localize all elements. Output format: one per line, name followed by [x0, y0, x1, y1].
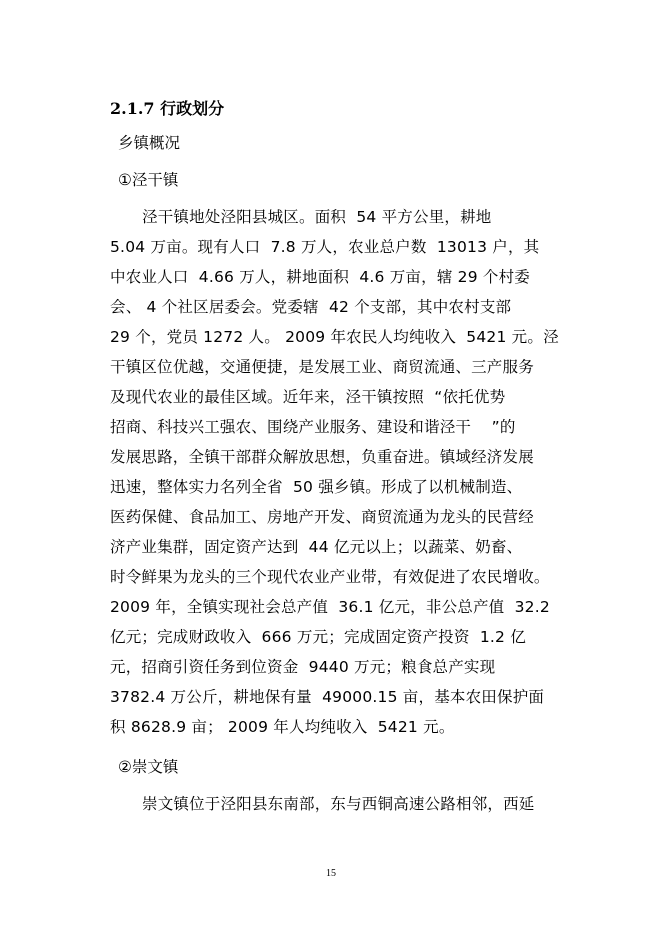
town2-title: ②崇文镇 [118, 758, 179, 776]
town1-line: 医药保健、食品加工、房地产开发、商贸流通为龙头的民营经 [110, 508, 534, 526]
town1-line: 迅速，整体实力名列全省 50 强乡镇。形成了以机械制造、 [110, 478, 523, 496]
town1-line: 元，招商引资任务到位资金 9440 万元；粮食总产实现 [110, 658, 496, 676]
town1-line: 及现代农业的最佳区域。近年来，泾干镇按照 “依托优势 [110, 388, 506, 406]
town1-line: 5.04 万亩。现有人口 7.8 万人，农业总户数 13013 户，其 [110, 238, 540, 256]
town1-title: ①泾干镇 [118, 171, 179, 189]
town1-line: 时令鲜果为龙头的三个现代农业产业带，有效促进了农民增收。 [110, 568, 550, 586]
page-number: 15 [326, 868, 336, 879]
town1-line: 29 个，党员 1272 人。 2009 年农民人均纯收入 5421 元。泾 [110, 328, 559, 346]
subsection-title: 乡镇概况 [118, 134, 181, 152]
town1-line: 干镇区位优越，交通便捷，是发展工业、商贸流通、三产服务 [110, 358, 534, 376]
town2-line: 崇文镇位于泾阳县东南部，东与西铜高速公路相邻，西延 [142, 795, 535, 813]
town1-line: 济产业集群，固定资产达到 44 亿元以上；以蔬菜、奶畜、 [110, 538, 523, 556]
town1-line: 招商、科技兴工强农、围绕产业服务、建设和谐泾干 ”的 [110, 418, 516, 436]
town1-line: 亿元；完成财政收入 666 万元；完成固定资产投资 1.2 亿 [110, 628, 526, 646]
section-heading: 2.1.7 行政划分 [110, 99, 225, 118]
town1-line: 泾干镇地处泾阳县城区。面积 54 平方公里，耕地 [142, 208, 492, 226]
town1-line: 3782.4 万公斤，耕地保有量 49000.15 亩，基本农田保护面 [110, 688, 545, 706]
town1-line: 发展思路，全镇干部群众解放思想，负重奋进。镇域经济发展 [110, 448, 534, 466]
town1-line: 中农业人口 4.66 万人，耕地面积 4.6 万亩，辖 29 个村委 [110, 268, 531, 286]
town1-line: 2009 年，全镇实现社会总产值 36.1 亿元，非公总产值 32.2 [110, 598, 550, 616]
town1-line: 会、 4 个社区居委会。党委辖 42 个支部，其中农村支部 [110, 298, 512, 316]
town1-line: 积 8628.9 亩； 2009 年人均纯收入 5421 元。 [110, 718, 455, 736]
